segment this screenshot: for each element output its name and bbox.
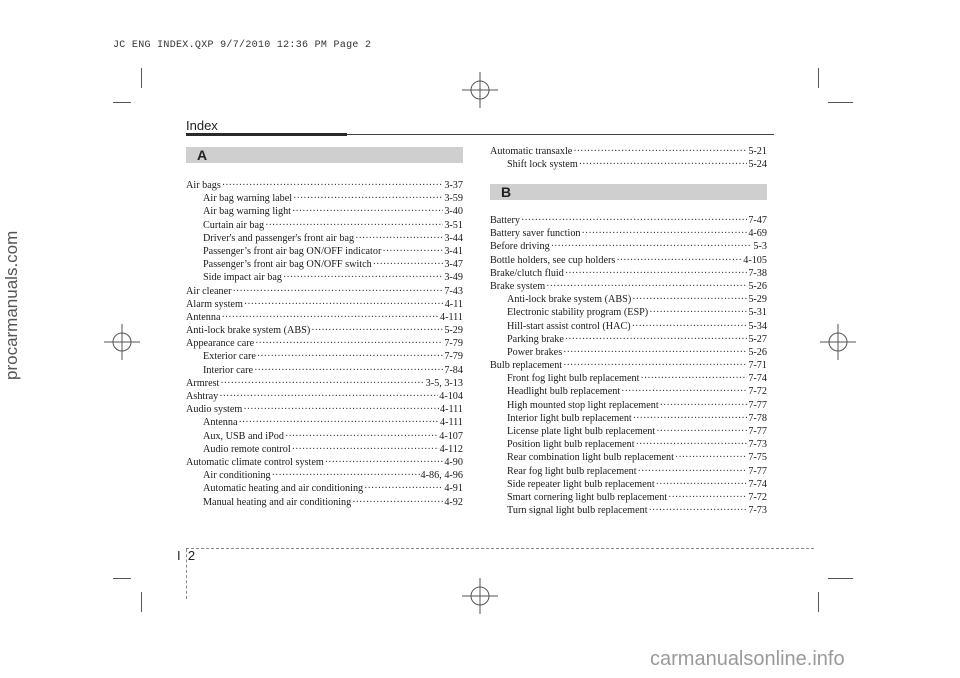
- section-a-continued-list: [490, 145, 767, 171]
- entry-text: Rear fog light bulb replacement: [507, 465, 637, 477]
- index-subentry: [490, 399, 767, 412]
- entry-text: Automatic transaxle: [490, 146, 573, 157]
- entry-page: 3-47: [444, 259, 463, 271]
- entry-page: 5-34: [748, 320, 767, 332]
- index-entry: [186, 311, 463, 324]
- dot-leader: [222, 179, 444, 192]
- entry-page: 7-38: [748, 267, 767, 279]
- entry-text: Rear combination light bulb replacement: [507, 452, 674, 464]
- dot-leader: [649, 306, 747, 319]
- bottom-watermark: carmanualsonline.info: [650, 648, 845, 670]
- index-subentry: [186, 245, 463, 258]
- index-subentry: [186, 205, 463, 218]
- dot-leader: [364, 482, 443, 495]
- dot-leader: [565, 333, 747, 346]
- entry-text: Bottle holders, see cup holders: [490, 254, 616, 266]
- entry-page: 5-21: [748, 146, 767, 157]
- entry-page: 7-84: [444, 364, 463, 376]
- entry-page: 7-72: [748, 386, 767, 398]
- index-entry: [186, 377, 463, 390]
- entry-page: 4-111: [439, 417, 463, 429]
- index-column-left: [186, 179, 463, 509]
- entry-page: 5-24: [748, 159, 767, 171]
- index-subentry: [186, 482, 463, 495]
- entry-page: 4-92: [444, 496, 463, 508]
- dot-leader: [546, 280, 747, 293]
- section-b-letter: B: [501, 184, 512, 200]
- registration-mark-right: [820, 324, 856, 360]
- entry-page: 3-41: [444, 245, 463, 257]
- index-subentry: [186, 271, 463, 284]
- dot-leader: [219, 390, 438, 403]
- entry-text: Manual heating and air conditioning: [203, 496, 352, 508]
- index-subentry: [490, 491, 767, 504]
- section-a-heading: [186, 147, 463, 163]
- index-entry: [186, 324, 463, 337]
- dot-leader: [239, 416, 439, 429]
- dot-leader: [563, 359, 747, 372]
- entry-text: Turn signal light bulb replacement: [507, 505, 648, 517]
- entry-text: High mounted stop light replacement: [507, 399, 659, 411]
- entry-text: Brake system: [490, 280, 546, 292]
- folio-section: I: [177, 548, 181, 563]
- index-subentry: [186, 496, 463, 509]
- entry-text: Armrest: [186, 377, 220, 389]
- entry-text: Antenna: [186, 311, 221, 323]
- entry-text: Air bag warning label: [203, 193, 293, 205]
- entry-text: Smart cornering light bulb replacement: [507, 491, 668, 503]
- entry-text: Curtain air bag: [203, 219, 265, 231]
- page-folio: [177, 548, 195, 563]
- index-subentry: [490, 385, 767, 398]
- entry-page: 4-11: [444, 298, 463, 310]
- entry-text: Battery saver function: [490, 228, 581, 240]
- entry-text: Bulb replacement: [490, 360, 563, 372]
- entry-text: Hill-start assist control (HAC): [507, 320, 631, 332]
- entry-text: Side impact air bag: [203, 272, 282, 284]
- index-subentry: [490, 438, 767, 451]
- dot-leader: [656, 425, 747, 438]
- entry-page: 4-69: [748, 228, 767, 240]
- entry-page: 3-5, 3-13: [425, 377, 463, 389]
- entry-page: 3-49: [444, 272, 463, 284]
- entry-text: Shift lock system: [507, 159, 578, 171]
- index-subentry: [490, 451, 767, 464]
- dot-leader: [285, 430, 438, 443]
- entry-page: 7-79: [444, 338, 463, 350]
- entry-text: Battery: [490, 215, 520, 226]
- index-entry: [490, 145, 767, 158]
- index-subentry: [490, 425, 767, 438]
- index-entry: [490, 267, 767, 280]
- page-title: Index: [186, 118, 218, 133]
- registration-mark-left: [104, 324, 140, 360]
- dot-leader: [257, 350, 443, 363]
- entry-page: 7-43: [444, 285, 463, 297]
- dot-leader: [656, 478, 748, 491]
- entry-text: Ashtray: [186, 391, 219, 402]
- crop-mark: [828, 102, 853, 103]
- index-subentry: [186, 364, 463, 377]
- section-a-letter: A: [197, 147, 208, 163]
- index-subentry: [490, 306, 767, 319]
- folio-page: 2: [187, 548, 196, 563]
- entry-text: Brake/clutch fluid: [490, 267, 564, 279]
- dot-leader: [638, 465, 748, 478]
- entry-text: Antenna: [203, 417, 238, 429]
- index-subentry: [186, 416, 463, 429]
- dot-leader: [233, 285, 444, 298]
- dot-leader: [355, 232, 443, 245]
- index-entry: [490, 254, 767, 267]
- entry-page: 5-31: [748, 307, 767, 319]
- entry-text: Interior care: [203, 364, 254, 376]
- entry-text: Automatic climate control system: [186, 456, 324, 468]
- index-subentry: [490, 465, 767, 478]
- registration-mark-bottom: [462, 578, 498, 614]
- dot-leader: [283, 271, 443, 284]
- dot-leader: [675, 451, 747, 464]
- entry-page: 4-90: [444, 456, 463, 468]
- dot-leader: [292, 205, 443, 218]
- entry-page: 4-112: [439, 443, 463, 455]
- dot-leader: [668, 491, 747, 504]
- dot-leader: [311, 324, 443, 337]
- dot-leader: [352, 496, 443, 509]
- registration-mark-top: [462, 72, 498, 108]
- entry-page: 7-75: [748, 452, 767, 464]
- entry-page: 7-77: [748, 426, 767, 437]
- entry-page: 3-51: [444, 219, 463, 231]
- dot-leader: [660, 399, 748, 412]
- entry-text: Air conditioning: [203, 470, 271, 482]
- entry-page: 7-77: [748, 465, 767, 477]
- entry-page: 7-73: [748, 505, 767, 517]
- dot-leader: [636, 438, 748, 451]
- crop-mark: [113, 578, 131, 579]
- dot-leader: [565, 267, 747, 280]
- index-entry: [490, 227, 767, 240]
- dot-leader: [373, 258, 444, 271]
- dot-leader: [255, 337, 443, 350]
- dot-leader: [579, 158, 748, 171]
- entry-page: 3-40: [444, 206, 463, 218]
- dot-leader: [325, 456, 444, 469]
- entry-text: Electronic stability program (ESP): [507, 307, 649, 319]
- entry-text: Air bag warning light: [203, 206, 291, 218]
- entry-page: 7-47: [748, 215, 767, 226]
- entry-text: Aux, USB and iPod: [203, 430, 284, 442]
- dot-leader: [292, 443, 439, 456]
- entry-page: 7-74: [748, 373, 767, 385]
- entry-text: Exterior care: [203, 351, 256, 363]
- entry-text: Alarm system: [186, 298, 243, 310]
- entry-page: 7-77: [748, 399, 767, 411]
- entry-text: Air bags: [186, 180, 221, 191]
- dot-leader: [573, 145, 747, 158]
- crop-mark: [113, 102, 131, 103]
- crop-mark: [828, 578, 853, 579]
- entry-page: 5-26: [748, 346, 767, 358]
- entry-text: Audio remote control: [203, 443, 291, 455]
- entry-page: 5-29: [444, 325, 463, 337]
- index-subentry: [490, 333, 767, 346]
- print-slug: JC ENG INDEX.QXP 9/7/2010 12:36 PM Page 2: [113, 40, 372, 51]
- entry-text: Power brakes: [507, 346, 563, 358]
- entry-text: Automatic heating and air conditioning: [203, 483, 364, 495]
- entry-page: 3-44: [444, 232, 463, 244]
- index-subentry: [490, 504, 767, 517]
- dot-leader: [265, 219, 443, 232]
- entry-page: 4-91: [444, 483, 463, 495]
- index-subentry: [490, 158, 767, 171]
- footer-rule: [186, 548, 814, 549]
- entry-text: Parking brake: [507, 333, 564, 345]
- entry-page: 7-74: [748, 478, 767, 490]
- index-subentry: [186, 350, 463, 363]
- entry-text: Passenger’s front air bag ON/OFF indicator: [203, 245, 382, 257]
- entry-page: 4-105: [743, 254, 767, 266]
- entry-page: 4-111: [439, 311, 463, 323]
- dot-leader: [521, 214, 747, 227]
- index-entry: [186, 390, 463, 403]
- index-entry: [186, 337, 463, 350]
- entry-page: 7-73: [748, 439, 767, 451]
- entry-page: 4-111: [439, 404, 463, 416]
- dot-leader: [293, 192, 443, 205]
- dot-leader: [244, 298, 444, 311]
- dot-leader: [649, 504, 748, 517]
- index-subentry: [186, 192, 463, 205]
- index-entry: [490, 359, 767, 372]
- crop-mark: [818, 68, 819, 88]
- entry-text: Audio system: [186, 404, 243, 416]
- entry-page: 4-86, 4-96: [420, 470, 463, 482]
- crop-mark: [141, 68, 142, 88]
- index-subentry: [186, 443, 463, 456]
- dot-leader: [551, 240, 753, 253]
- entry-text: Position light bulb replacement: [507, 439, 635, 451]
- index-subentry: [186, 469, 463, 482]
- index-entry: [186, 179, 463, 192]
- index-subentry: [490, 346, 767, 359]
- entry-page: 5-3: [753, 241, 767, 253]
- index-subentry: [490, 412, 767, 425]
- index-subentry: [186, 258, 463, 271]
- index-subentry: [490, 320, 767, 333]
- entry-page: 5-27: [748, 333, 767, 345]
- entry-page: 4-104: [439, 391, 463, 402]
- entry-page: 3-37: [444, 180, 463, 191]
- dot-leader: [563, 346, 747, 359]
- dot-leader: [621, 385, 747, 398]
- entry-page: 5-29: [748, 294, 767, 306]
- entry-page: 7-71: [748, 360, 767, 372]
- entry-page: 3-59: [444, 193, 463, 205]
- dot-leader: [632, 293, 747, 306]
- index-entry: [490, 280, 767, 293]
- crop-mark: [141, 592, 142, 612]
- entry-page: 4-107: [439, 430, 463, 442]
- dot-leader: [243, 403, 439, 416]
- entry-text: Anti-lock brake system (ABS): [186, 325, 311, 337]
- entry-page: 5-26: [748, 280, 767, 292]
- index-entry: [186, 456, 463, 469]
- index-column-right: [490, 145, 767, 171]
- dot-leader: [382, 245, 443, 258]
- entry-text: Anti-lock brake system (ABS): [507, 294, 632, 306]
- section-b-list: [490, 214, 767, 517]
- index-subentry: [186, 219, 463, 232]
- dot-leader: [582, 227, 748, 240]
- entry-text: Air cleaner: [186, 285, 232, 297]
- dot-leader: [220, 377, 424, 390]
- dot-leader: [633, 412, 748, 425]
- entry-text: Headlight bulb replacement: [507, 386, 621, 398]
- index-entry: [186, 403, 463, 416]
- crop-mark: [818, 592, 819, 612]
- dot-leader: [222, 311, 439, 324]
- dot-leader: [616, 254, 742, 267]
- index-subentry: [490, 293, 767, 306]
- entry-text: Front fog light bulb replacement: [507, 373, 640, 385]
- entry-page: 7-79: [444, 351, 463, 363]
- index-entry: [186, 298, 463, 311]
- entry-text: Before driving: [490, 241, 550, 253]
- entry-text: Passenger’s front air bag ON/OFF switch: [203, 259, 372, 271]
- index-entry: [186, 285, 463, 298]
- index-subentry: [186, 232, 463, 245]
- section-b-heading: [490, 184, 767, 200]
- header-rule-thin: [347, 134, 774, 135]
- entry-page: 7-72: [748, 491, 767, 503]
- entry-text: Driver's and passenger's front air bag: [203, 232, 355, 244]
- side-watermark: procarmanuals.com: [2, 230, 21, 380]
- entry-text: License plate light bulb replacement: [507, 426, 656, 437]
- dot-leader: [254, 364, 443, 377]
- index-subentry: [490, 478, 767, 491]
- dot-leader: [272, 469, 420, 482]
- index-entry: [490, 240, 767, 253]
- entry-text: Interior light bulb replacement: [507, 412, 632, 424]
- header-rule-thick: [186, 133, 347, 136]
- section-a-list: [186, 179, 463, 509]
- index-subentry: [490, 372, 767, 385]
- index-entry: [490, 214, 767, 227]
- index-column-right-b: [490, 214, 767, 517]
- dot-leader: [640, 372, 747, 385]
- dot-leader: [632, 320, 748, 333]
- entry-page: 7-78: [748, 412, 767, 424]
- entry-text: Side repeater light bulb replacement: [507, 478, 655, 490]
- index-subentry: [186, 430, 463, 443]
- entry-text: Appearance care: [186, 338, 255, 350]
